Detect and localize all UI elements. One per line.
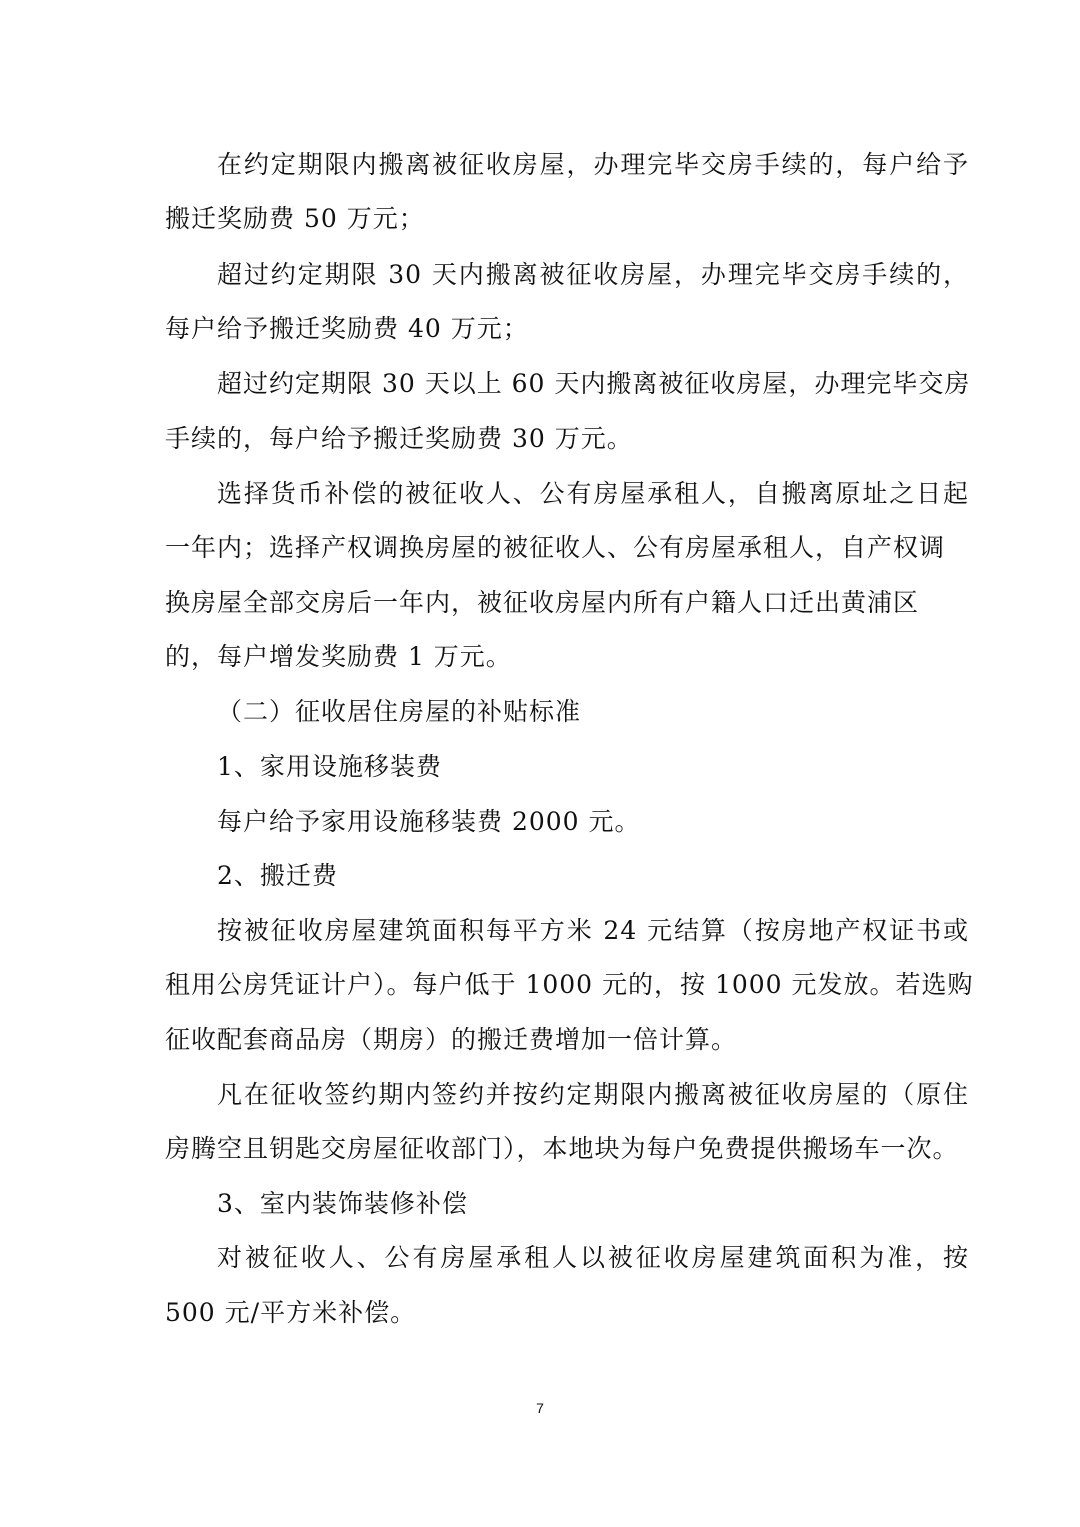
paragraph-line: 按被征收房屋建筑面积每平方米 24 元结算（按房地产权证书或 xyxy=(217,916,969,945)
paragraph-line: 租用公房凭证计户）。每户低于 1000 元的，按 1000 元发放。若选购 xyxy=(165,970,974,999)
paragraph-line: 搬迁奖励费 50 万元； xyxy=(165,204,425,233)
page-number: 7 xyxy=(536,1400,544,1416)
paragraph-line: 每户给予搬迁奖励费 40 万元； xyxy=(165,314,529,343)
paragraph-line: 换房屋全部交房后一年内，被征收房屋内所有户籍人口迁出黄浦区 xyxy=(165,588,920,617)
paragraph-line: 对被征收人、公有房屋承租人以被征收房屋建筑面积为准，按 xyxy=(217,1243,969,1272)
paragraph-line: 在约定期限内搬离被征收房屋，办理完毕交房手续的，每户给予 xyxy=(217,150,969,179)
paragraph-line: 房腾空且钥匙交房屋征收部门），本地块为每户免费提供搬场车一次。 xyxy=(165,1134,959,1163)
paragraph-line: 凡在征收签约期内签约并按约定期限内搬离被征收房屋的（原住 xyxy=(217,1080,969,1109)
paragraph-line: 每户给予家用设施移装费 2000 元。 xyxy=(217,807,641,836)
paragraph-line: 超过约定期限 30 天内搬离被征收房屋，办理完毕交房手续的， xyxy=(217,260,969,289)
paragraph-line: 500 元/平方米补偿。 xyxy=(165,1298,417,1327)
subsection-heading: 3、室内装饰装修补偿 xyxy=(217,1189,468,1218)
subsection-heading: 1、家用设施移装费 xyxy=(217,752,442,781)
paragraph-line: 的，每户增发奖励费 1 万元。 xyxy=(165,642,512,671)
subsection-heading: 2、搬迁费 xyxy=(217,861,338,890)
section-heading: （二）征收居住房屋的补贴标准 xyxy=(217,697,582,726)
paragraph-line: 超过约定期限 30 天以上 60 天内搬离被征收房屋，办理完毕交房 xyxy=(217,369,971,398)
paragraph-line: 一年内；选择产权调换房屋的被征收人、公有房屋承租人，自产权调 xyxy=(165,533,946,562)
paragraph-line: 选择货币补偿的被征收人、公有房屋承租人，自搬离原址之日起 xyxy=(217,479,969,508)
paragraph-line: 手续的，每户给予搬迁奖励费 30 万元。 xyxy=(165,424,633,453)
paragraph-line: 征收配套商品房（期房）的搬迁费增加一倍计算。 xyxy=(165,1025,738,1054)
